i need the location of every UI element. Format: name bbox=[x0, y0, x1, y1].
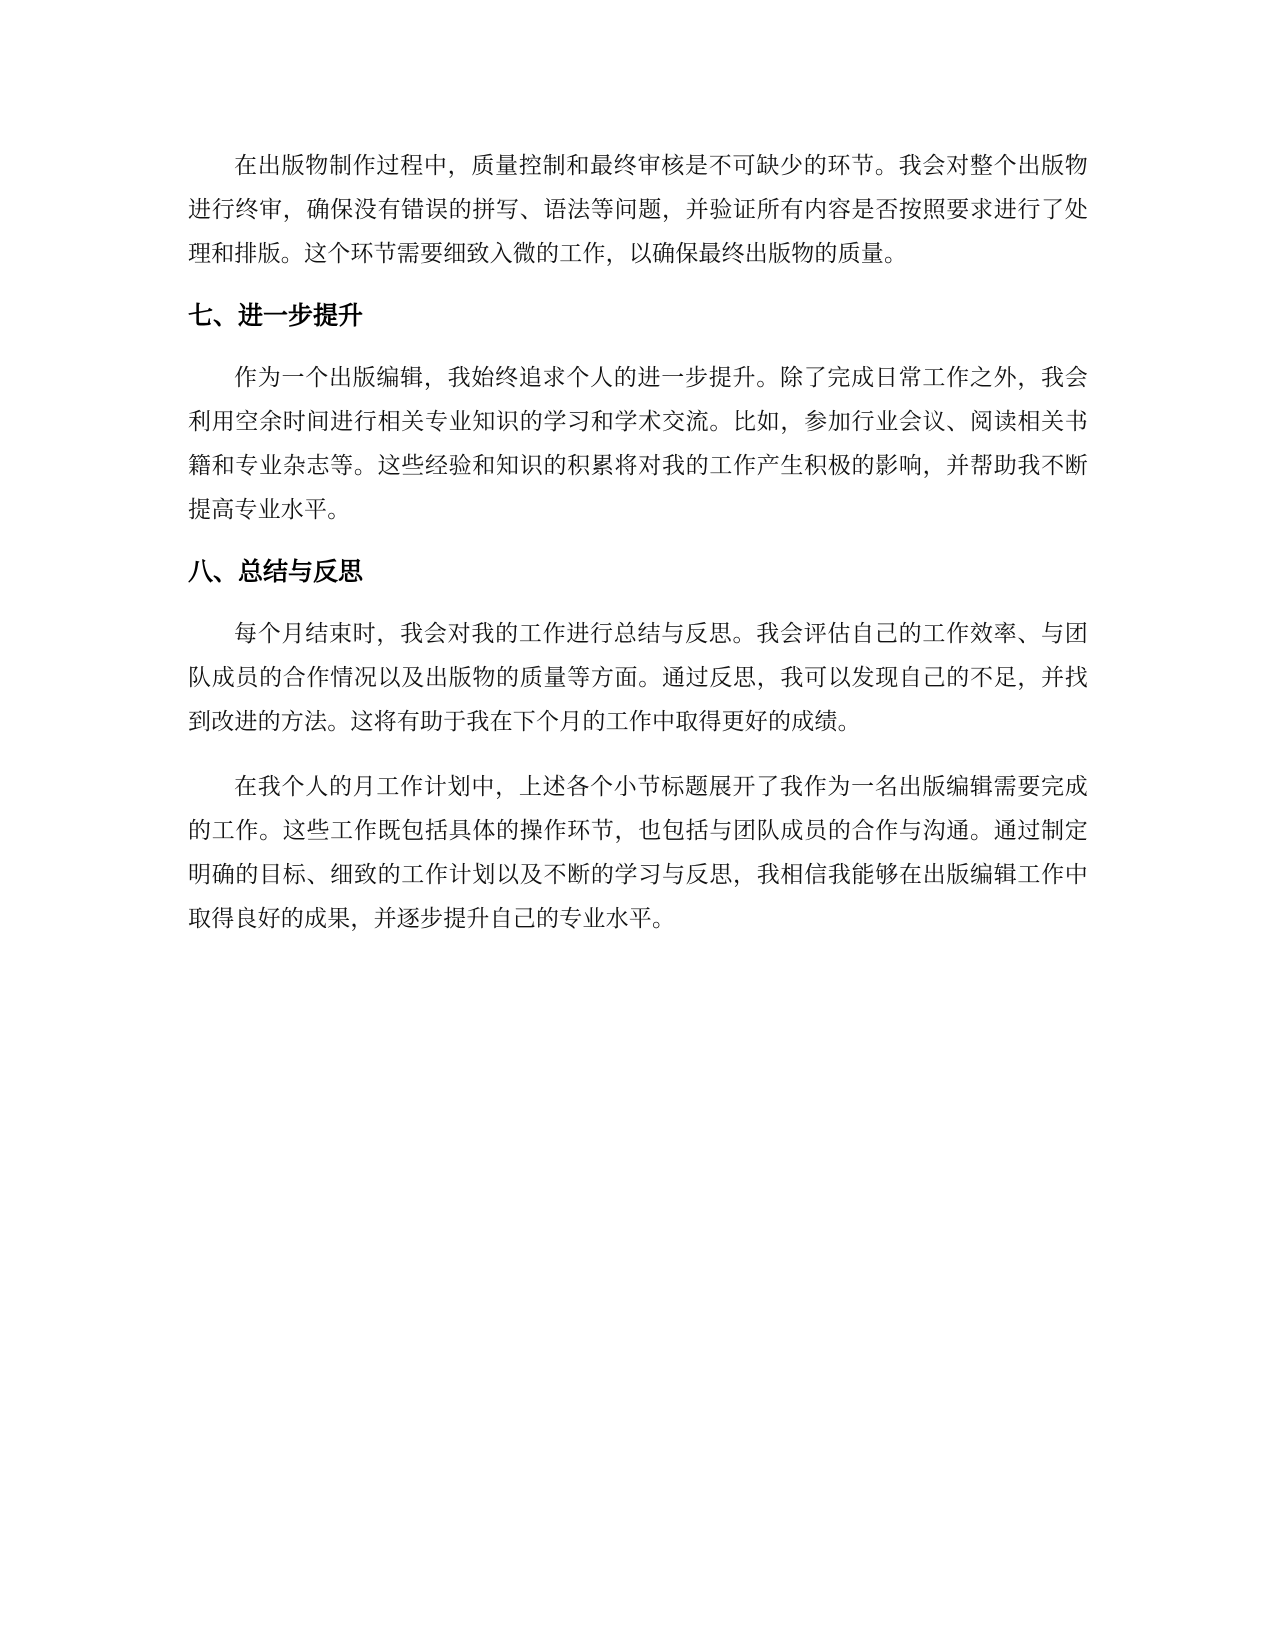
paragraph-summary-reflection: 每个月结束时，我会对我的工作进行总结与反思。我会评估自己的工作效率、与团队成员的合作情况以及出版物的质量等方面。通过反思，我可以发现自己的不足，并找到改进的方法。这将有助于我在下个月的工作中取得更好的成绩。 bbox=[188, 621, 1088, 735]
section-heading-summary-reflection: 八、总结与反思 bbox=[188, 557, 364, 586]
paragraph-conclusion: 在我个人的月工作计划中，上述各个小节标题展开了我作为一名出版编辑需要完成的工作。这些工作既包括具体的操作环节，也包括与团队成员的合作与沟通。通过制定明确的目标、细致的工作计划以及不断的学习与反思，我相信我能够在出版编辑工作中取得良好的成果，并逐步提升自己的专业水平。 bbox=[188, 774, 1088, 932]
paragraph-quality-control: 在出版物制作过程中，质量控制和最终审核是不可缺少的环节。我会对整个出版物进行终审，确保没有错误的拼写、语法等问题，并验证所有内容是否按照要求进行了处理和排版。这个环节需要细致入微的工作，以确保最终出版物的质量。 bbox=[188, 153, 1088, 267]
paragraph-further-improvement: 作为一个出版编辑，我始终追求个人的进一步提升。除了完成日常工作之外，我会利用空余时间进行相关专业知识的学习和学术交流。比如，参加行业会议、阅读相关书籍和专业杂志等。这些经验和知识的积累将对我的工作产生积极的影响，并帮助我不断提高专业水平。 bbox=[188, 365, 1088, 523]
section-heading-further-improvement: 七、进一步提升 bbox=[188, 301, 364, 330]
document-body bbox=[188, 144, 1088, 941]
